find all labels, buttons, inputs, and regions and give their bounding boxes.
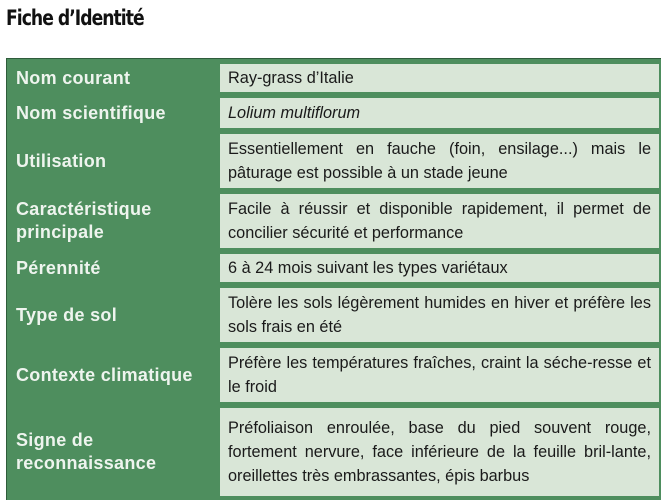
table-row-utilisation (6, 134, 659, 188)
table-row-perennite (6, 254, 659, 282)
row-label: Signe de reconnaissance (16, 430, 157, 473)
table-row-signe-de-reconnaissance (6, 408, 659, 496)
row-value: Lolium multiflorum (220, 98, 659, 128)
row-label: Caractéristique principale (16, 199, 152, 242)
row-value: Facile à réussir et disponible rapidement, il permet de concilier sécurité et performance (220, 194, 659, 248)
table-row-contexte-climatique (6, 348, 659, 402)
row-label: Utilisation (16, 150, 107, 171)
row-label: Type de sol (16, 304, 117, 325)
row-label: Nom scientifique (16, 102, 166, 123)
row-value: Essentiellement en fauche (foin, ensilage...) mais le pâturage est possible à un stade jeune (220, 134, 659, 188)
table-row-nom-scientifique (6, 98, 659, 128)
row-value: Préfoliaison enroulée, base du pied souvent rouge, fortement nervure, face inférieure de la feuille bril-lante, oreillettes très embrassantes, épis barbus (220, 408, 659, 496)
page-title: Fiche d’Identité (6, 6, 144, 30)
row-label: Nom courant (16, 67, 131, 88)
table-row-nom-courant (6, 64, 659, 92)
row-value: Ray-grass d’Italie (220, 64, 659, 92)
row-value: Préfère les températures fraîches, craint la séche-resse et le froid (220, 348, 659, 402)
row-value: 6 à 24 mois suivant les types variétaux (220, 254, 659, 282)
table-row-caracteristique (6, 194, 659, 248)
row-value: Tolère les sols légèrement humides en hiver et préfère les sols frais en été (220, 288, 659, 342)
row-label: Contexte climatique (16, 364, 193, 385)
table-row-type-de-sol (6, 288, 659, 342)
row-label: Pérennité (16, 257, 101, 278)
